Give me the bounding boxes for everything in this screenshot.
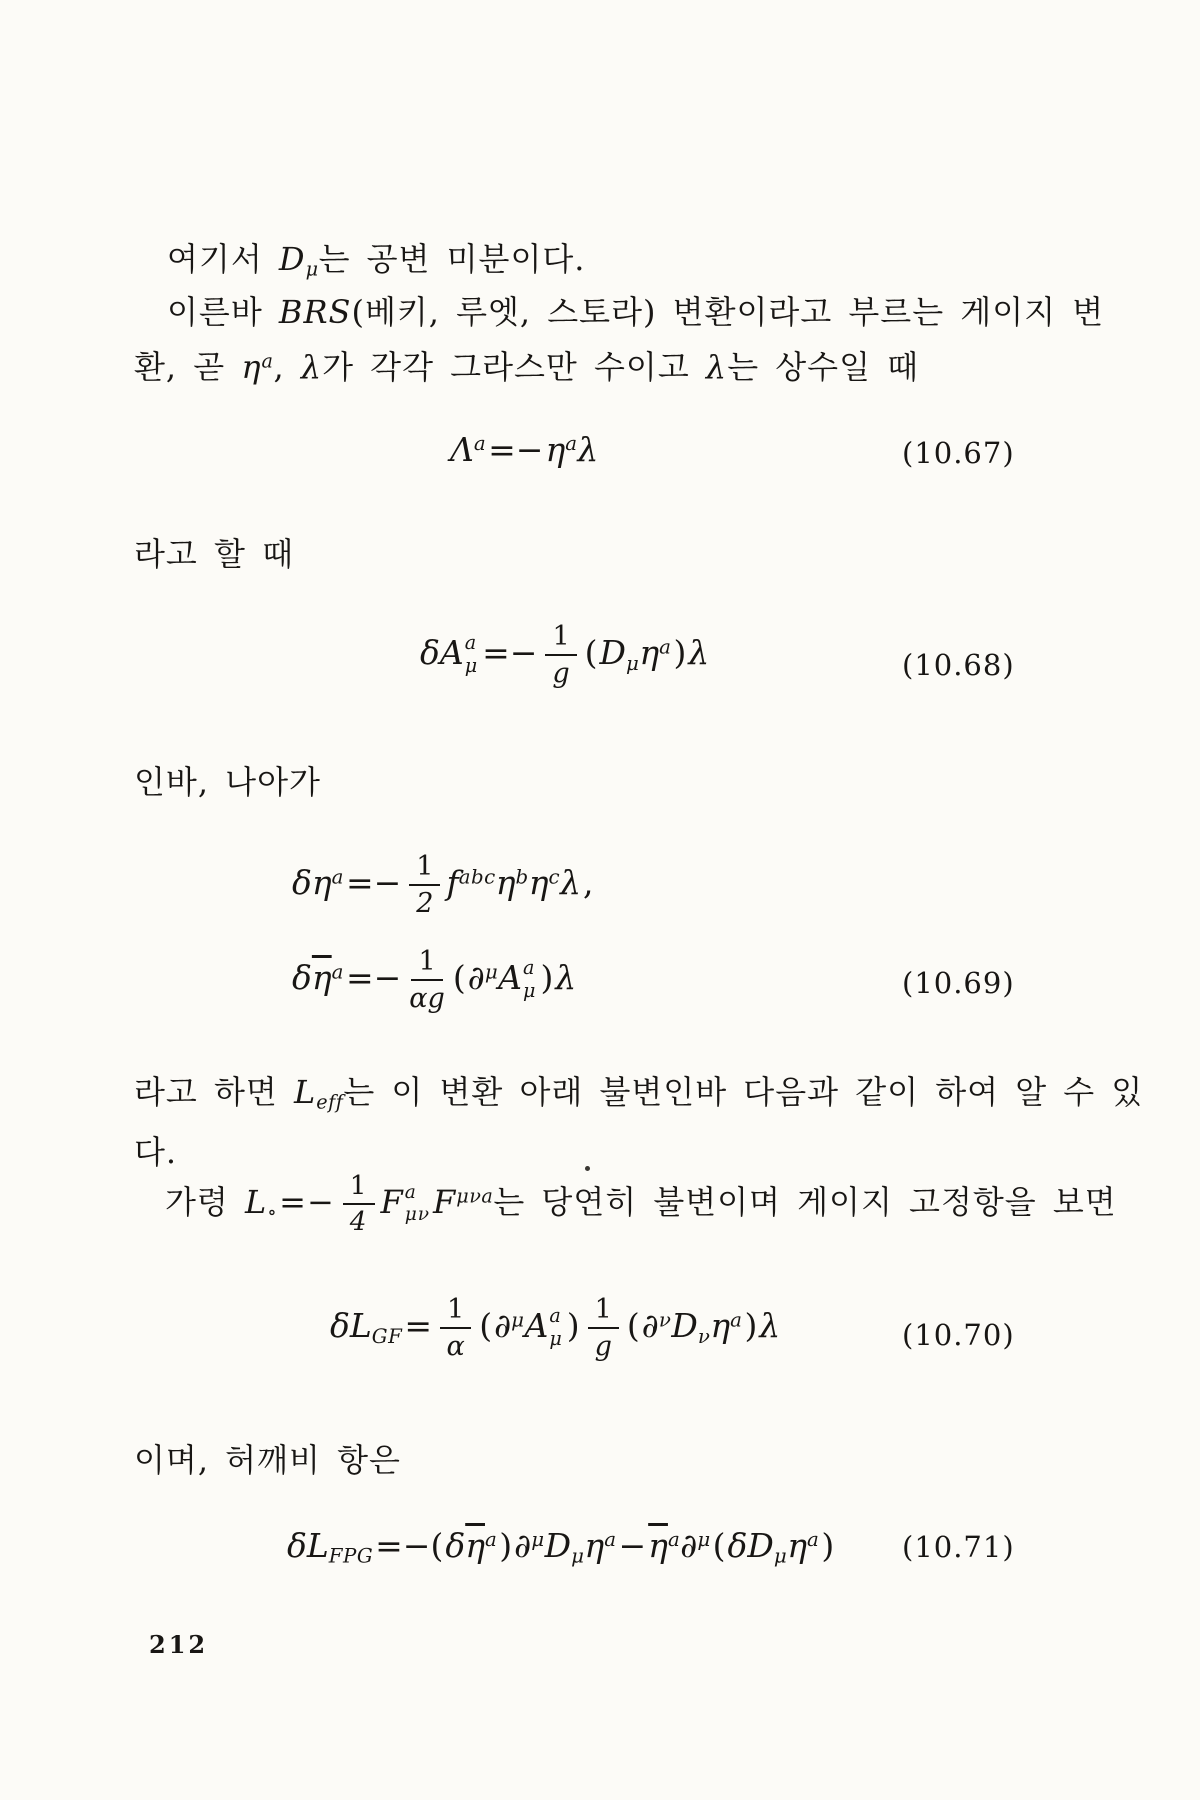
math-token: A [498, 958, 523, 998]
math-token: μ [571, 1544, 585, 1568]
math-token: λ [577, 430, 599, 469]
math-token: ( [712, 1526, 726, 1565]
text-run: 라고 할 때 [134, 535, 294, 573]
math-token: η [495, 863, 516, 903]
scan-speck [585, 1166, 590, 1171]
math-token: a [667, 1528, 681, 1552]
text-run: 가 각각 그라스만 수이고 [322, 348, 706, 386]
math-token: a [565, 432, 578, 456]
math-token: L [245, 1182, 268, 1221]
math-token: ∂ [680, 1526, 698, 1565]
subscript: μν [404, 1204, 431, 1226]
inline-math [245, 1171, 494, 1238]
math-token: μ [305, 257, 319, 281]
equation-10-71 [287, 1524, 836, 1570]
math-token: eff [316, 1090, 344, 1114]
math-token: a [659, 635, 672, 659]
text-run: , [273, 348, 301, 386]
math-token: ∂ [514, 1526, 532, 1565]
paragraph-leff-invariant-line1 [134, 1071, 1143, 1115]
math-token: , [582, 863, 594, 903]
subscript: μ [549, 1327, 562, 1351]
text-run: 는 이 변환 아래 불변인바 다음과 같이 하여 알 수 있 [343, 1073, 1144, 1111]
math-token: δL [330, 1306, 372, 1346]
math-token: ν [658, 1308, 672, 1332]
paragraph-ghost-term-intro [134, 1439, 401, 1482]
fraction-numerator: 1 [545, 622, 576, 656]
equation-number-10-70: (10.70) [902, 1318, 1015, 1352]
paragraph-covariant-derivative [167, 238, 585, 282]
paragraph-when-defined [134, 533, 294, 576]
text-run: 는 공변 미분이다. [318, 240, 586, 278]
fraction-denominator: αg [409, 983, 445, 1015]
math-token: a [604, 1528, 617, 1552]
math-token: =− [345, 958, 402, 998]
math-token: λ [560, 863, 581, 903]
math-token: $\overline{\eta}$ [648, 1526, 668, 1565]
fraction-denominator: 2 [416, 888, 434, 920]
inline-math [706, 348, 727, 386]
paragraph-leff-invariant-line2 [134, 1131, 177, 1174]
math-token: =− [279, 1182, 335, 1221]
math-token: abc [458, 865, 496, 889]
math-token: $\overline{\eta}$ [311, 958, 332, 998]
math-token [343, 1172, 375, 1237]
math-token: η [545, 430, 566, 469]
math-token [465, 632, 477, 678]
math-token: D [599, 633, 627, 673]
math-token: =− [482, 633, 538, 673]
math-token: F [433, 1182, 457, 1221]
math-token: D [671, 1306, 698, 1346]
inline-math [301, 348, 322, 386]
math-token: ( [479, 1306, 493, 1346]
math-token [523, 957, 535, 1003]
text-run: 여기서 [167, 240, 279, 278]
math-token: ∘ [267, 1200, 278, 1224]
math-token: ( [626, 1306, 640, 1346]
math-token: ( [452, 958, 466, 998]
math-token: η [241, 348, 262, 386]
paragraph-brs-intro-line1 [167, 291, 1104, 334]
math-token: η [528, 863, 549, 903]
subscript: μ [523, 979, 536, 1003]
math-token: λ [300, 348, 323, 386]
math-token: f [446, 863, 459, 903]
math-token: ) [566, 1306, 580, 1346]
inline-math [241, 348, 273, 386]
equation-10-70 [330, 1295, 780, 1361]
inline-math [278, 240, 319, 281]
equation-10-69-line2 [292, 947, 576, 1013]
text-run: 라고 하면 [134, 1073, 294, 1111]
math-token: δ [445, 1526, 466, 1565]
math-token: δA [420, 633, 464, 673]
superscript: a [404, 1182, 417, 1204]
math-token: a [331, 960, 344, 984]
fraction-numerator: 1 [588, 1295, 619, 1329]
math-token [405, 1182, 430, 1227]
math-token: ) [821, 1526, 835, 1565]
math-token: =− [345, 863, 402, 903]
math-token: μ [511, 1308, 525, 1332]
math-token: A [524, 1306, 549, 1346]
math-token: ∂ [641, 1306, 659, 1346]
math-token: a [473, 432, 487, 456]
math-token [440, 1295, 471, 1361]
math-token: GF [371, 1324, 403, 1348]
math-token: a [807, 1528, 820, 1552]
math-token: η [710, 1306, 731, 1346]
equation-10-68 [420, 622, 709, 688]
text-run: (베키, 루엣, 스토라) 변환이라고 부르는 게이지 변 [351, 293, 1105, 331]
math-token: a [484, 1528, 498, 1552]
superscript: a [549, 1304, 561, 1328]
fraction-denominator: α [446, 1331, 465, 1363]
math-token: μ [773, 1544, 788, 1568]
math-token: ) [499, 1526, 513, 1565]
math-token: η [584, 1526, 605, 1565]
math-token: ( [584, 633, 598, 673]
inline-math [279, 293, 352, 331]
text-run: 환, 곧 [134, 348, 242, 386]
math-token: =− [488, 430, 544, 469]
equation-number-10-71: (10.71) [902, 1530, 1015, 1564]
math-token: ) [673, 633, 687, 673]
text-run: 가령 [165, 1182, 245, 1221]
text-run: 는 당연히 불변이며 게이지 고정항을 보면 [493, 1182, 1117, 1221]
math-token: FPG [328, 1544, 374, 1568]
math-token: Λ [450, 430, 474, 469]
paragraph-gauge-fixing-example [165, 1172, 1117, 1237]
math-token: μ [484, 960, 499, 984]
math-token [588, 1295, 619, 1361]
math-token: μ [531, 1528, 545, 1552]
math-token: δD [727, 1526, 774, 1565]
math-token: λ [759, 1306, 781, 1346]
equation-10-69-line1 [292, 852, 595, 918]
math-token: δL [287, 1526, 329, 1565]
paragraph-furthermore [134, 761, 321, 804]
math-token: λ [555, 958, 577, 998]
math-token: μνa [456, 1184, 494, 1208]
fraction-numerator: 1 [343, 1172, 375, 1205]
math-token: b [515, 865, 529, 889]
inline-math [294, 1073, 344, 1114]
fraction-numerator: 1 [409, 852, 440, 886]
math-token: ∂ [494, 1306, 512, 1346]
equation-number-10-67: (10.67) [902, 436, 1015, 470]
math-token: η [639, 633, 660, 673]
math-token: a [331, 865, 344, 889]
equation-number-10-68: (10.68) [902, 648, 1015, 682]
paragraph-brs-intro-line2 [134, 346, 919, 389]
math-token: ) [540, 958, 554, 998]
fraction-denominator: g [552, 658, 570, 690]
text-run: 이른바 [167, 293, 279, 331]
math-token [549, 1305, 561, 1351]
math-token: δ [292, 958, 312, 998]
math-token: μ [626, 651, 640, 675]
equation-number-10-69: (10.69) [902, 966, 1015, 1000]
fraction-denominator: 4 [349, 1207, 368, 1238]
superscript: a [523, 956, 535, 980]
math-token: a [261, 349, 274, 373]
text-run: 인바, 나아가 [134, 763, 321, 801]
math-token: D [544, 1526, 572, 1565]
math-token: c [548, 865, 561, 889]
math-token: a [730, 1308, 743, 1332]
math-token: λ [688, 633, 710, 673]
text-run: 는 상수일 때 [727, 348, 920, 386]
math-token: ) [744, 1306, 758, 1346]
math-token: μ [697, 1528, 711, 1552]
text-run: 다. [134, 1133, 178, 1171]
math-token: $\overline{\eta}$ [465, 1526, 485, 1565]
fraction-numerator: 1 [411, 947, 442, 981]
equation-10-67 [450, 428, 598, 473]
math-token: L [294, 1073, 317, 1111]
math-token: η [787, 1526, 808, 1565]
math-token [545, 622, 576, 688]
math-token: D [278, 240, 306, 278]
subscript: μ [464, 654, 478, 678]
math-token: δη [292, 863, 332, 903]
math-token: λ [705, 348, 728, 386]
math-token: BRS [278, 293, 352, 331]
math-token: ∂ [467, 958, 485, 998]
math-token: = [404, 1306, 432, 1346]
page-number: 212 [149, 1630, 209, 1659]
math-token [409, 852, 440, 918]
math-token: ν [697, 1324, 711, 1348]
math-token: =−( [375, 1526, 444, 1565]
fraction-denominator: g [594, 1331, 612, 1363]
fraction-numerator: 1 [440, 1295, 471, 1329]
math-token: F [380, 1182, 404, 1221]
text-run: 이며, 허깨비 항은 [134, 1441, 401, 1479]
math-token [409, 947, 445, 1013]
math-token: − [618, 1526, 647, 1565]
superscript: a [464, 631, 477, 655]
